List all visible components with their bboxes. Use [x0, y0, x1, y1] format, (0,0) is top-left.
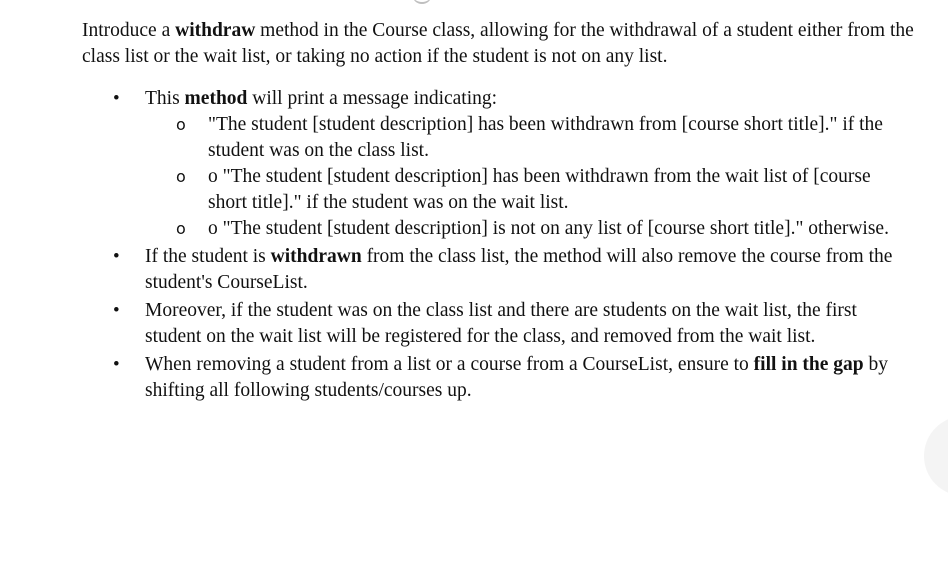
bullet-bold-text: withdrawn [270, 246, 362, 267]
sub-item-text: "The student [student description] has been withdrawn from [course short title]." if the student was on the class list. [208, 114, 883, 161]
bullet-text: by shifting all following students/courses up. [145, 354, 889, 401]
bullet-item-method-message [82, 86, 902, 242]
sub-item-wait-list-message [145, 164, 902, 216]
sub-bullet-marker: o [176, 219, 186, 238]
scroll-edge-shadow [924, 416, 948, 496]
intro-text-start: Introduce a [82, 20, 176, 41]
sub-item-text: o "The student [student description] is not on any list of [course short title]." otherwise. [208, 218, 889, 239]
sub-item-text: o "The student [student description] has been withdrawn from the wait list of [course short title]." if the student was on the wait list. [208, 166, 871, 213]
sub-bullet-marker: o [176, 167, 186, 186]
message-sub-list [145, 112, 902, 242]
intro-paragraph [82, 18, 922, 70]
intro-text-end: method in the Course class, allowing for the withdrawal of a student either from the class list or the wait list, or taking no action if the student is not on any list. [82, 20, 914, 67]
bullet-marker: • [113, 300, 120, 321]
bullet-bold-text: fill in the gap [753, 354, 864, 375]
bullet-text: will print a message indicating: [247, 88, 498, 109]
bullet-text: from the class list, the method will also remove the course from the student's CourseList. [145, 246, 893, 293]
bullet-item-fill-gap [82, 352, 902, 404]
sub-item-not-on-list-message [145, 216, 902, 242]
page-top-ornament [412, 0, 432, 4]
bullet-marker: • [113, 88, 120, 109]
bullet-item-register-waitlisted [82, 298, 902, 350]
bullet-text: If the student is [145, 246, 271, 267]
bullet-item-remove-course [82, 244, 902, 296]
bullet-bold-text: method [184, 88, 248, 109]
sub-bullet-marker: o [176, 115, 186, 134]
sub-item-class-list-message [145, 112, 902, 164]
requirements-list [82, 86, 902, 406]
bullet-text: When removing a student from a list or a course from a CourseList, ensure to [145, 354, 754, 375]
bullet-text: This [145, 88, 185, 109]
bullet-text: Moreover, if the student was on the class list and there are students on the wait list, the first student on the wait list will be registered for the class, and removed from the wait list. [145, 300, 857, 347]
bullet-marker: • [113, 354, 120, 375]
bullet-marker: • [113, 246, 120, 267]
intro-bold-withdraw: withdraw [175, 20, 256, 41]
